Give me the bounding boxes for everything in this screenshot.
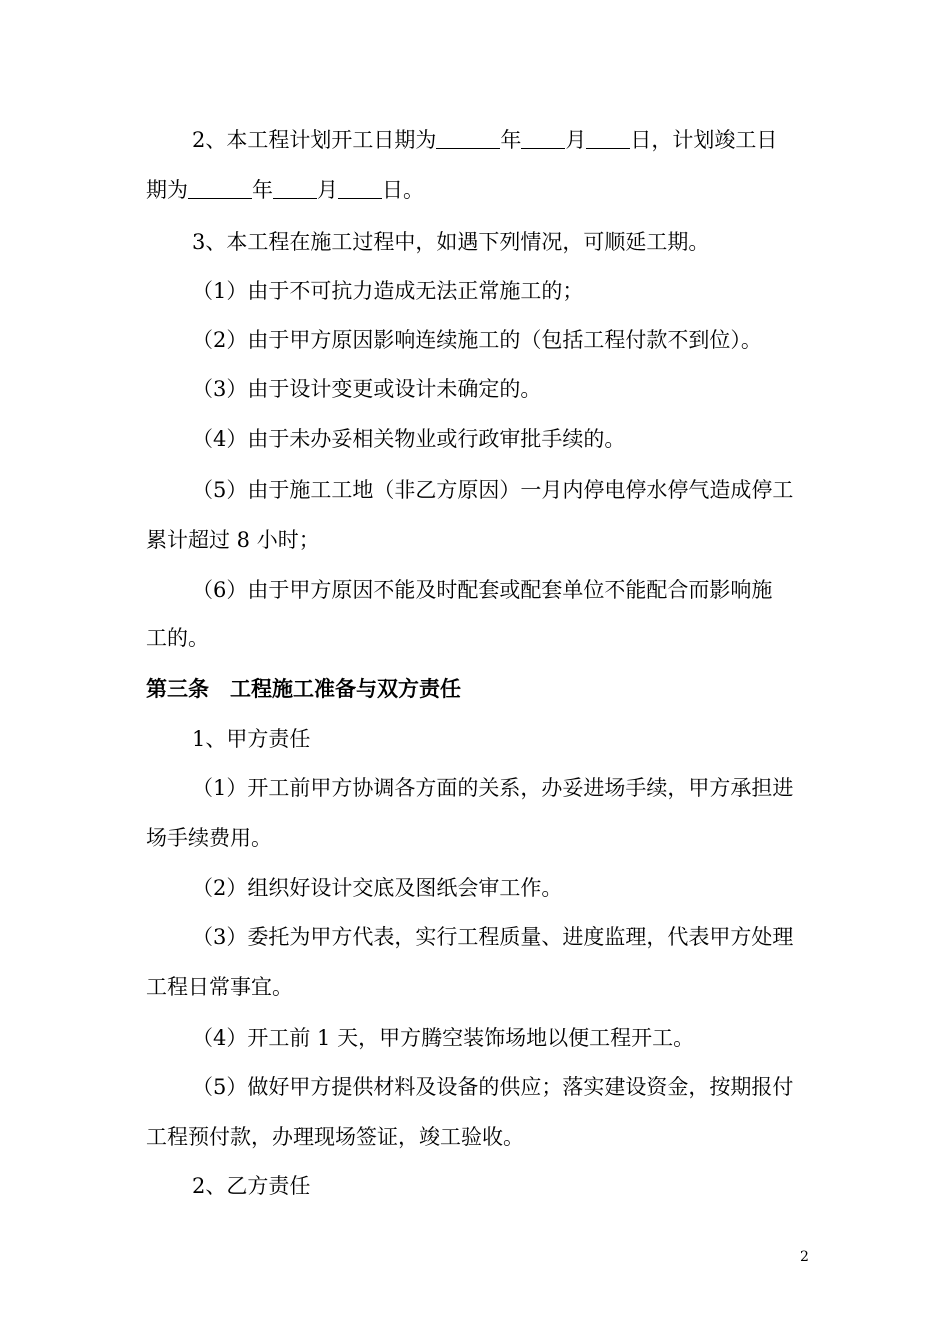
item-2-line-1 (192, 126, 777, 154)
sub-item-3: （3）由于设计变更或设计未确定的。 (192, 377, 542, 401)
start-month-blank (521, 128, 565, 149)
party-a-item-2: （2）组织好设计交底及图纸会审工作。 (192, 876, 563, 900)
party-a-item-1-line-1: （1）开工前甲方协调各方面的关系，办妥进场手续，甲方承担进 (192, 776, 794, 800)
sub-item-6-line-2: 工的。 (146, 626, 209, 650)
sub-item-2: （2）由于甲方原因影响连续施工的（包括工程付款不到位）。 (192, 328, 762, 352)
month-label-2: 月 (317, 178, 338, 202)
party-a-item-5-line-1: （5）做好甲方提供材料及设备的供应；落实建设资金，按期报付 (192, 1075, 794, 1099)
section-3-heading: 第三条 工程施工准备与双方责任 (146, 677, 461, 701)
party-b-title: 2、乙方责任 (192, 1174, 311, 1198)
party-a-item-3-line-2: 工程日常事宜。 (146, 975, 293, 999)
start-year-blank (436, 128, 500, 149)
party-a-item-1-line-2: 场手续费用。 (146, 826, 272, 850)
day-label: 日，计划竣工日 (630, 128, 778, 152)
item-2-text: 2、本工程计划开工日期为 (192, 128, 437, 152)
year-label: 年 (500, 128, 522, 152)
sub-item-5-line-1: （5）由于施工工地（非乙方原因）一月内停电停水停气造成停工 (192, 478, 794, 502)
party-a-item-4: （4）开工前 1 天，甲方腾空装饰场地以便工程开工。 (192, 1026, 695, 1050)
month-label: 月 (565, 128, 587, 152)
end-day-blank (338, 178, 382, 199)
party-a-item-3-line-1: （3）委托为甲方代表，实行工程质量、进度监理，代表甲方处理 (192, 925, 794, 949)
sub-item-4: （4）由于未办妥相关物业或行政审批手续的。 (192, 427, 626, 451)
item-3: 3、本工程在施工过程中，如遇下列情况，可顺延工期。 (192, 230, 710, 254)
sub-item-6-line-1: （6）由于甲方原因不能及时配套或配套单位不能配合而影响施 (192, 578, 773, 602)
end-year-blank (188, 178, 252, 199)
end-month-blank (273, 178, 317, 199)
day-label-2: 日。 (382, 178, 424, 202)
year-label-2: 年 (252, 178, 273, 202)
item-2-line-2 (146, 176, 424, 204)
party-a-title: 1、甲方责任 (192, 727, 311, 751)
party-a-item-5-line-2: 工程预付款，办理现场签证，竣工验收。 (146, 1125, 524, 1149)
sub-item-1: （1）由于不可抗力造成无法正常施工的； (192, 279, 584, 303)
start-day-blank (586, 128, 630, 149)
page-number: 2 (800, 1249, 809, 1265)
sub-item-5-line-2: 累计超过 8 小时； (146, 528, 320, 552)
item-2-cont: 期为 (146, 178, 188, 202)
